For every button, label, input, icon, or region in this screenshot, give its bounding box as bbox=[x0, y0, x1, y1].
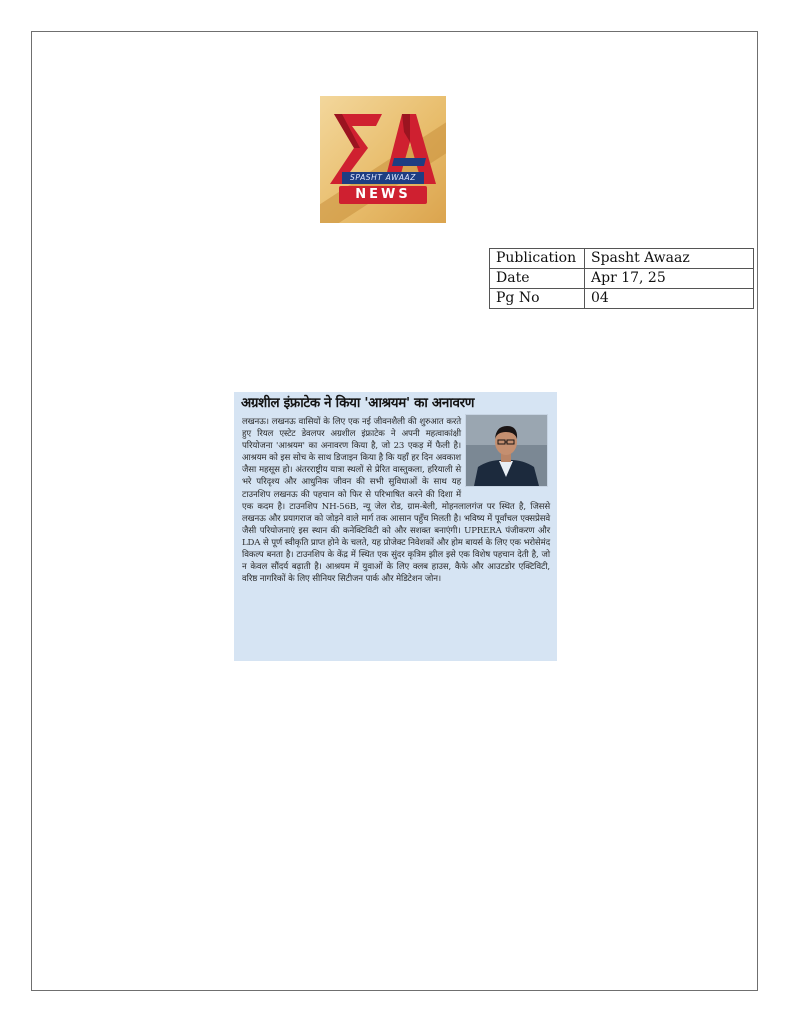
page-number-value: 04 bbox=[585, 289, 754, 309]
clipping-cut-edge bbox=[234, 655, 557, 661]
table-row bbox=[490, 269, 754, 289]
clipping-body bbox=[242, 416, 550, 585]
logo-wordmark: NEWS bbox=[339, 186, 427, 204]
publication-label: Publication bbox=[490, 249, 585, 269]
table-row bbox=[490, 249, 754, 269]
logo-tagline: SPASHT AWAAZ bbox=[342, 172, 424, 184]
newspaper-clipping bbox=[234, 392, 557, 661]
publication-info-table bbox=[489, 248, 754, 309]
publication-value: Spasht Awaaz bbox=[585, 249, 754, 269]
clipping-body-text: लखनऊ। लखनऊ वासियों के लिए एक नई जीवनशैली की शुरुआत करते हुए रियल एस्टेट डेवलपर अग्रशील इंफ्राटेक ने अपनी महत्वाकांक्षी परियोजना 'आश्रयम' का अनावरण किया है, जो 23 एकड़ में फैली है। आश्रयम को इस सोच के साथ डिजाइन किया है कि यहाँ हर दिन अवकाश जैसा महसूस हो। अंतरराष्ट्रीय यात्रा स्थलों से प्रेरित वास्तुकला, हरियाली से भरे परिदृश्य और आधुनिक जीवन की सभी सुविधाओं के साथ यह टाउनशिप लखनऊ की पहचान को फिर से परिभाषित करने की दिशा में एक कदम है। टाउनशिप NH-56B, न्यू जेल रोड, ग्राम-बेली, मोहनलालगंज पर स्थित है, जिससे लखनऊ और प्रयागराज को जोड़ने वाले मार्ग तक आसान पहुँच मिलती है। भविष्य में पूर्वांचल एक्सप्रेसवे जैसी परियोजनाएं इस स्थान की कनेक्टिविटी को और सशक्त बनाएंगी। UPRERA पंजीकरण और LDA से पूर्ण स्वीकृति प्राप्त होने के चलते, यह प्रोजेक्ट निवेशकों और होम बायर्स के लिए एक भरोसेमंद विकल्प बनता है। टाउनशिप के केंद्र में स्थित एक सुंदर कृत्रिम झील इसे एक विशेष पहचान देती है, जो न केवल सौंदर्य बढ़ाती है। आश्रयम में युवाओं के लिए क्लब हाउस, कैफे और आउटडोर एक्टिविटी, वरिष्ठ नागरिकों के लिए सीनियर सिटीजन पार्क और मेडिटेशन जोन। bbox=[242, 417, 550, 585]
clipping-headline: अग्रशील इंफ्राटेक ने किया 'आश्रयम' का अनावरण bbox=[241, 396, 475, 411]
date-value: Apr 17, 25 bbox=[585, 269, 754, 289]
date-label: Date bbox=[490, 269, 585, 289]
page-number-label: Pg No bbox=[490, 289, 585, 309]
table-row bbox=[490, 289, 754, 309]
